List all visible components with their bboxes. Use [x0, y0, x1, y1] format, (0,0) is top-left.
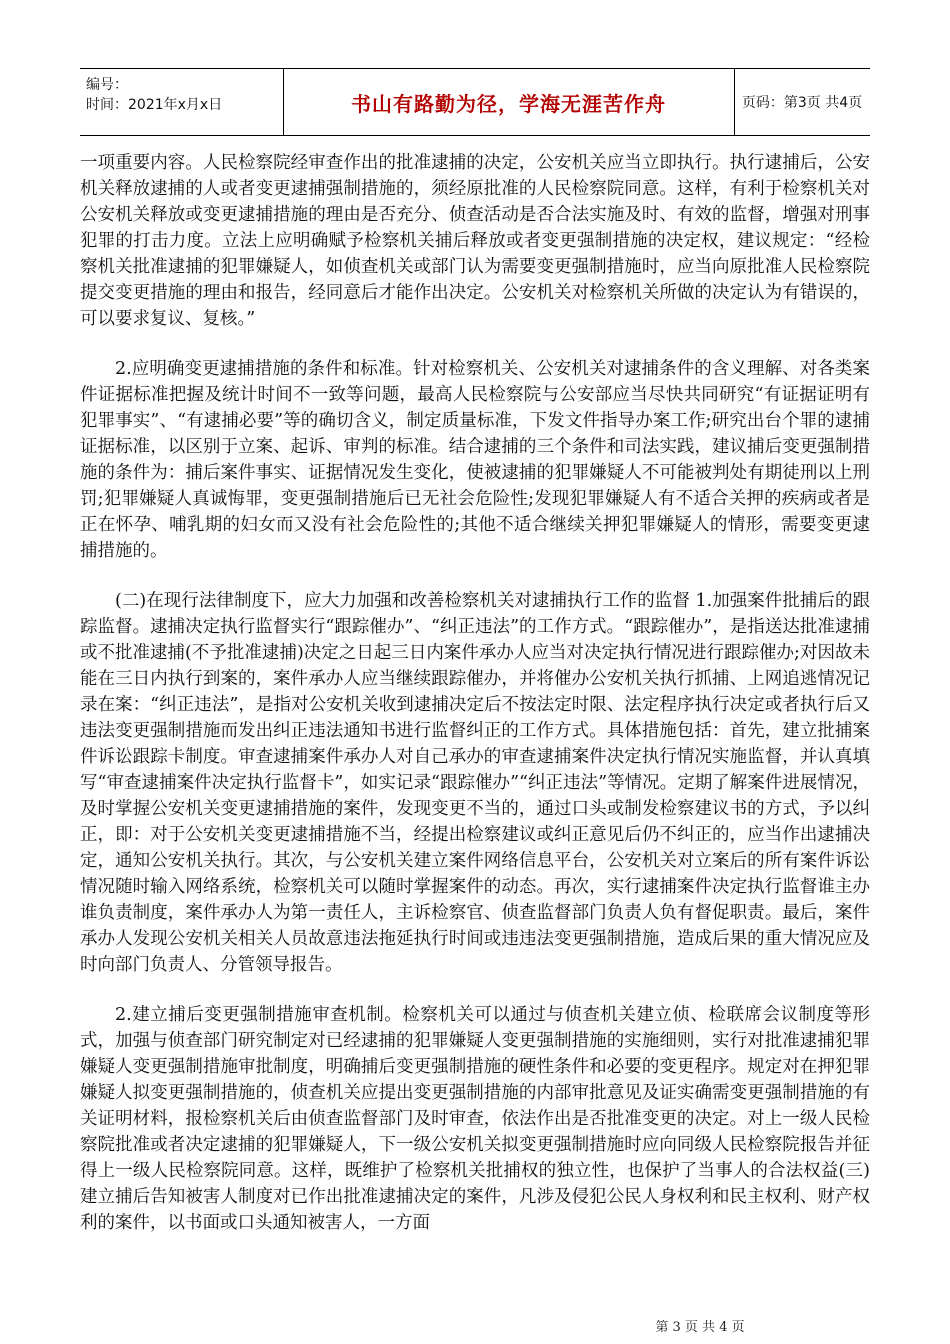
header-number-label: 编号： [86, 77, 128, 93]
document-body [80, 150, 870, 1260]
paragraph-4: 2.建立捕后变更强制措施审查机制。检察机关可以通过与侦查机关建立侦、检联席会议制度等形式，加强与侦查部门研究制定对已经逮捕的犯罪嫌疑人变更强制措施的实施细则，实行对批准逮捕犯罪嫌疑人变更强制措施审批制度，明确捕后变更强制措施的硬性条件和必要的变更程序。规定对在押犯罪嫌疑人拟变更强制措施的，侦查机关应提出变更强制措施的内部审批意见及证实确需变更强制措施的有关证明材料，报检察机关后由侦查监督部门及时审查，依法作出是否批准变更的决定。对上一级人民检察院批准或者决定逮捕的犯罪嫌疑人，下一级公安机关拟变更强制措施时应向同级人民检察院报告并征得上一级人民检察院同意。这样，既维护了检察机关批捕权的独立性，也保护了当事人的合法权益(三)建立捕后告知被害人制度对已作出批准逮捕决定的案件，凡涉及侵犯公民人身权利和民主权利、财产权利的案件，以书面或口头通知被害人，一方面 [80, 1005, 870, 1233]
paragraph-3: (二)在现行法律制度下，应大力加强和改善检察机关对逮捕执行工作的监督 1.加强案件批捕后的跟踪监督。逮捕决定执行监督实行“跟踪催办”、“纠正违法”的工作方式。“跟踪催办”，是指送达批准逮捕或不批准逮捕(不予批准逮捕)决定之日起三日内案件承办人应当对决定执行情况进行跟踪催办;对因故未能在三日内执行到案的，案件承办人应当继续跟踪催办，并将催办公安机关执行抓捕、上网追逃情况记录在案：“纠正违法”，是指对公安机关收到逮捕决定后不按法定时限、法定程序执行决定或者执行后又违法变更强制措施而发出纠正违法通知书进行监督纠正的工作方式。具体措施包括：首先，建立批捕案件诉讼跟踪卡制度。审查逮捕案件承办人对自己承办的审查逮捕案件决定执行情况实施监督，并认真填写“审查逮捕案件决定执行监督卡”，如实记录“跟踪催办”“纠正违法”等情况。定期了解案件进展情况，及时掌握公安机关变更逮捕措施的案件，发现变更不当的，通过口头或制发检察建议书的方式，予以纠正，即：对于公安机关变更逮捕措施不当，经提出检察建议或纠正意见后仍不纠正的，应当作出逮捕决定，通知公安机关执行。其次，与公安机关建立案件网络信息平台，公安机关对立案后的所有案件诉讼情况随时输入网络系统，检察机关可以随时掌握案件的动态。再次，实行逮捕案件决定执行监督谁主办谁负责制度，案件承办人为第一责任人，主诉检察官、侦查监督部门负责人负有督促职责。最后，案件承办人发现公安机关相关人员故意违法拖延执行时间或违违法变更强制措施，造成后果的重大情况应及时向部门负责人、分管领导报告。 [80, 591, 870, 975]
header-time-label: 时间：2021年x月x日 [86, 97, 223, 113]
paragraph-2: 2.应明确变更逮捕措施的条件和标准。针对检察机关、公安机关对逮捕条件的含义理解、对各类案件证据标准把握及统计时间不一致等问题，最高人民检察院与公安部应当尽快共同研究“有证据证明有犯罪事实”、“有逮捕必要”等的确切含义，制定质量标准，下发文件指导办案工作;研究出台个罪的逮捕证据标准，以区别于立案、起诉、审判的标准。结合逮捕的三个条件和司法实践，建议捕后变更强制措施的条件为：捕后案件事实、证据情况发生变化，使被逮捕的犯罪嫌疑人不可能被判处有期徒刑以上刑罚;犯罪嫌疑人真诚悔罪，变更强制措施后已无社会危险性;发现犯罪嫌疑人有不适合关押的疾病或者是正在怀孕、哺乳期的妇女而又没有社会危险性的;其他不适合继续关押犯罪嫌疑人的情形，需要变更逮捕措施的。 [80, 359, 870, 561]
header-motto-cell [283, 69, 735, 135]
header-meta [80, 69, 284, 135]
header-motto: 书山有路勤为径，学海无涯苦作舟 [351, 91, 666, 116]
header-page-cell [734, 69, 870, 135]
page-footer [0, 1316, 950, 1335]
page-header [80, 68, 870, 136]
footer-page-number: 第 3 页 共 4 页 [655, 1320, 745, 1335]
header-page-info: 页码：第3页 共4页 [741, 95, 863, 111]
paragraph-1: 一项重要内容。人民检察院经审查作出的批准逮捕的决定，公安机关应当立即执行。执行逮捕后，公安机关释放逮捕的人或者变更逮捕强制措施的，须经原批准的人民检察院同意。这样，有利于检察机关对公安机关释放或变更逮捕措施的理由是否充分、侦查活动是否合法实施及时、有效的监督，增强对刑事犯罪的打击力度。立法上应明确赋予检察机关捕后释放或者变更强制措施的决定权，建议规定：“经检察机关批准逮捕的犯罪嫌疑人，如侦查机关或部门认为需要变更强制措施时，应当向原批准人民检察院提交变更措施的理由和报告，经同意后才能作出决定。公安机关对检察机关所做的决定认为有错误的，可以要求复议、复核。” [80, 153, 870, 329]
